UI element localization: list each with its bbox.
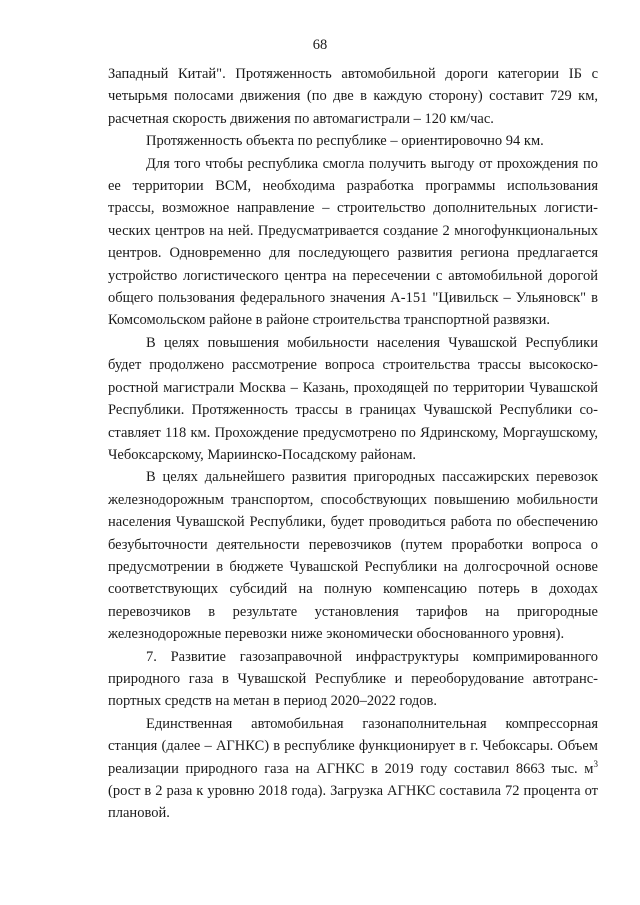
paragraph-suburban-transport: В целях дальнейшего развития пригородных пассажирских перевозок железнодорожным транспортом, способствующих повышению мобильности населения Чувашской Республики, будет проводиться работа по обеспечению безубыточности деятельности перевозчиков (путем проработки вопроса о предусмотрении в бюджете Чувашской Республики на долгосрочной основе соответствующих субсидий на полную компенсацию потерь в доходах перевозчиков в результате установления тарифов на пригородные железнодорожные перевозки ниже экономически обоснованного уровня). [108,469,598,643]
cubic-superscript: 3 [593,758,598,769]
paragraph-cng-station [108,713,598,825]
paragraph-high-speed-rail: В целях повышения мобильности населения Чувашской Республики будет продолжено рассмотрение вопроса строительства трассы высокоскоростной магистрали Москва – Казань, проходящей по территории Чувашской Республики. Протяженность трассы в границах Чувашской Республики составляет 118 км. Прохождение предусмотрено по Ядринскому, Моргаушскому, Чебоксарскому, Мариинско-Посадскому районам. [108,334,598,463]
page-body [108,63,598,825]
paragraph-section-7-heading: 7. Развитие газозаправочной инфраструктуры компримированного природного газа в Чувашской Республике и переоборудование автотранспортных средств на метан в период 2020–2022 годов. [108,648,598,710]
page-number: 68 [312,37,328,53]
cng-text-start: Единственная автомобильная газонаполнительная компрессорная станция (далее – АГНКС) в республике функционирует в г. Чебоксары. Объем реализации природного газа на АГНКС в 2019 году составил 8663 тыс. м [108,715,598,777]
paragraph-object-length: Протяженность объекта по республике – ориентировочно 94 км. [146,133,544,150]
cng-text-end: (рост в 2 раза к уровню 2018 года). Загрузка АГНКС составила 72 процента от плановой. [108,783,598,822]
paragraph-logistics-centers: Для того чтобы республика смогла получить выгоду от прохождения по ее территории ВСМ, необходима разработка программы использования трассы, возможное направление – строительство дополнительных логистических центров на ней. Предусматривается создание 2 многофункциональных центров. Одновременно для последующего развития региона предлагается устройство логистического центра на пересечении с автомобильной дорогой общего пользования федерального значения А-151 "Цивильск – Ульяновск" в Комсомольском районе в районе строительства транспортной развязки. [108,155,598,329]
paragraph-route-continuation: Западный Китай". Протяженность автомобильной дороги категории IБ с четырьмя полосами движения (по две в каждую сторону) составит 729 км, расчетная скорость движения по автомагистрали – 120 км/час. [108,66,598,127]
